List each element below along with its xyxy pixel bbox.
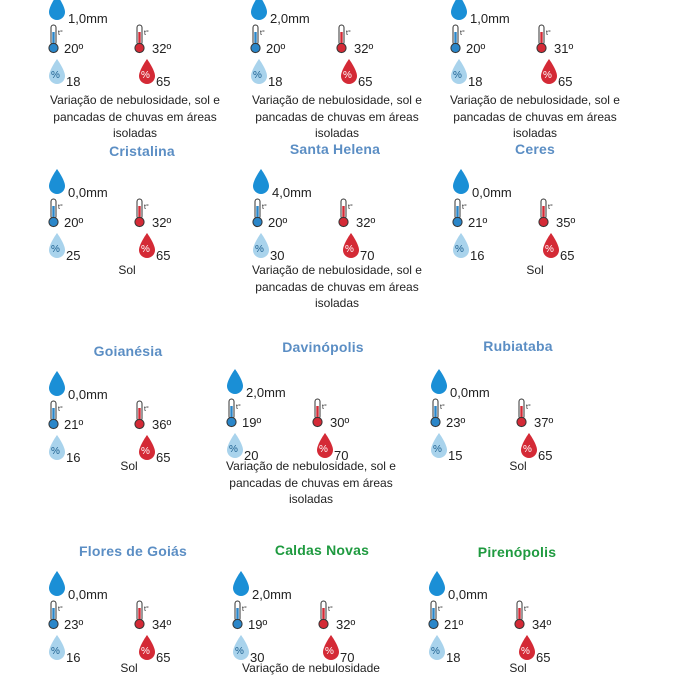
rain-amount: 1,0mm — [470, 11, 510, 26]
humidity-max: 65 — [358, 74, 373, 89]
svg-text:t°: t° — [328, 606, 333, 613]
svg-text:t°: t° — [348, 204, 353, 211]
svg-text:%: % — [141, 446, 150, 457]
humidity-max-icon — [136, 58, 158, 91]
temp-max: 32º — [152, 41, 172, 56]
weather-description: Sol — [118, 263, 136, 277]
svg-text:%: % — [345, 244, 354, 255]
city-name: Pirenópolis — [477, 544, 557, 560]
humidity-max: 65 — [560, 248, 575, 263]
rain-amount: 0,0mm — [68, 387, 108, 402]
weather-description: Sol — [509, 661, 527, 675]
rain-drop-icon — [428, 368, 450, 401]
humidity-min-icon — [450, 232, 472, 265]
svg-text:t°: t° — [524, 606, 529, 613]
humidity-max: 65 — [156, 650, 171, 665]
humidity-min: 15 — [448, 448, 463, 463]
svg-text:%: % — [141, 244, 150, 255]
thermometer-min-icon — [428, 600, 444, 635]
svg-text:t°: t° — [346, 30, 351, 37]
svg-text:%: % — [51, 446, 60, 457]
rain-drop-icon — [450, 168, 472, 201]
temp-min: 20º — [64, 215, 84, 230]
svg-text:%: % — [229, 444, 238, 455]
humidity-max-icon — [340, 232, 362, 265]
svg-text:%: % — [455, 244, 464, 255]
thermometer-min-icon — [450, 24, 466, 59]
thermometer-min-icon — [252, 198, 268, 233]
svg-text:t°: t° — [548, 204, 553, 211]
rain-amount: 0,0mm — [450, 385, 490, 400]
svg-text:%: % — [141, 646, 150, 657]
humidity-max: 65 — [156, 450, 171, 465]
rain-amount: 2,0mm — [246, 385, 286, 400]
humidity-min: 30 — [270, 248, 285, 263]
weather-description: Sol — [509, 459, 527, 473]
humidity-max: 70 — [334, 448, 349, 463]
svg-text:%: % — [453, 70, 462, 81]
svg-text:t°: t° — [526, 404, 531, 411]
thermometer-min-icon — [48, 24, 64, 59]
humidity-max-icon — [540, 232, 562, 265]
humidity-min-icon — [248, 58, 270, 91]
rain-drop-icon — [248, 0, 270, 27]
rain-drop-icon — [224, 368, 246, 401]
temp-max: 32º — [336, 617, 356, 632]
svg-text:t°: t° — [546, 30, 551, 37]
svg-text:%: % — [319, 444, 328, 455]
svg-text:%: % — [433, 444, 442, 455]
humidity-max: 70 — [360, 248, 375, 263]
svg-text:%: % — [235, 646, 244, 657]
rain-drop-icon — [426, 570, 448, 603]
svg-text:t°: t° — [58, 204, 63, 211]
thermometer-max-icon — [134, 600, 150, 635]
rain-amount: 0,0mm — [448, 587, 488, 602]
city-name: Cristalina — [109, 143, 175, 159]
humidity-max: 65 — [156, 248, 171, 263]
temp-min: 20º — [266, 41, 286, 56]
svg-text:t°: t° — [260, 30, 265, 37]
temp-min: 19º — [248, 617, 268, 632]
city-name: Davinópolis — [282, 339, 364, 355]
rain-amount: 0,0mm — [68, 587, 108, 602]
humidity-min: 18 — [66, 74, 81, 89]
svg-text:t°: t° — [144, 30, 149, 37]
thermometer-min-icon — [48, 198, 64, 233]
humidity-min: 18 — [268, 74, 283, 89]
svg-text:t°: t° — [58, 406, 63, 413]
temp-max: 31º — [554, 41, 574, 56]
rain-amount: 2,0mm — [252, 587, 292, 602]
rain-drop-icon — [46, 370, 68, 403]
humidity-max: 65 — [156, 74, 171, 89]
humidity-max: 65 — [536, 650, 551, 665]
thermometer-max-icon — [134, 24, 150, 59]
thermometer-max-icon — [134, 198, 150, 233]
rain-drop-icon — [448, 0, 470, 27]
city-name: Santa Helena — [289, 141, 381, 157]
humidity-min-icon — [250, 232, 272, 265]
svg-text:t°: t° — [262, 204, 267, 211]
rain-drop-icon — [46, 168, 68, 201]
temp-max: 35º — [556, 215, 576, 230]
rain-drop-icon — [46, 0, 68, 27]
thermometer-min-icon — [48, 400, 64, 435]
humidity-max: 65 — [558, 74, 573, 89]
temp-min: 19º — [242, 415, 262, 430]
svg-text:t°: t° — [460, 30, 465, 37]
temp-max: 30º — [330, 415, 350, 430]
humidity-min: 20 — [244, 448, 259, 463]
humidity-max-icon — [538, 58, 560, 91]
svg-text:%: % — [431, 646, 440, 657]
humidity-min: 18 — [446, 650, 461, 665]
humidity-min-icon — [46, 58, 68, 91]
thermometer-min-icon — [232, 600, 248, 635]
temp-min: 23º — [64, 617, 84, 632]
weather-description: Variação de nebulosidade, sol e pancadas de chuvas em áreas isoladas — [252, 93, 422, 140]
city-name: Rubiataba — [483, 338, 553, 354]
temp-max: 32º — [152, 215, 172, 230]
svg-text:t°: t° — [438, 606, 443, 613]
weather-description: Variação de nebulosidade — [242, 661, 380, 675]
temp-min: 23º — [446, 415, 466, 430]
rain-drop-icon — [250, 168, 272, 201]
svg-text:%: % — [253, 70, 262, 81]
svg-text:%: % — [523, 444, 532, 455]
humidity-min: 18 — [468, 74, 483, 89]
svg-text:%: % — [141, 70, 150, 81]
thermometer-min-icon — [430, 398, 446, 433]
weather-description: Sol — [120, 661, 138, 675]
thermometer-max-icon — [312, 398, 328, 433]
weather-description: Variação de nebulosidade, sol e pancadas de chuvas em áreas isoladas — [226, 459, 396, 506]
humidity-min-icon — [46, 232, 68, 265]
temp-max: 32º — [354, 41, 374, 56]
thermometer-max-icon — [338, 198, 354, 233]
humidity-min: 16 — [66, 450, 81, 465]
svg-text:t°: t° — [236, 404, 241, 411]
thermometer-max-icon — [514, 600, 530, 635]
city-name: Goianésia — [93, 343, 163, 359]
temp-max: 32º — [356, 215, 376, 230]
rain-drop-icon — [46, 570, 68, 603]
temp-min: 20º — [268, 215, 288, 230]
weather-description: Sol — [120, 459, 138, 473]
humidity-min-icon — [448, 58, 470, 91]
humidity-min: 16 — [470, 248, 485, 263]
svg-text:t°: t° — [144, 606, 149, 613]
city-name: Caldas Novas — [274, 542, 370, 558]
weather-description: Variação de nebulosidade, sol e pancadas de chuvas em áreas isoladas — [450, 93, 620, 140]
svg-text:t°: t° — [144, 204, 149, 211]
humidity-min: 16 — [66, 650, 81, 665]
temp-min: 20º — [64, 41, 84, 56]
temp-min: 21º — [468, 215, 488, 230]
svg-text:t°: t° — [58, 606, 63, 613]
temp-max: 37º — [534, 415, 554, 430]
weather-description: Variação de nebulosidade, sol e pancadas de chuvas em áreas isoladas — [252, 263, 422, 310]
temp-max: 36º — [152, 417, 172, 432]
thermometer-min-icon — [250, 24, 266, 59]
svg-text:%: % — [255, 244, 264, 255]
humidity-min: 30 — [250, 650, 265, 665]
rain-amount: 4,0mm — [272, 185, 312, 200]
humidity-max: 65 — [538, 448, 553, 463]
svg-text:%: % — [343, 70, 352, 81]
rain-amount: 2,0mm — [270, 11, 310, 26]
city-name: Flores de Goiás — [78, 543, 188, 559]
thermometer-min-icon — [48, 600, 64, 635]
thermometer-max-icon — [538, 198, 554, 233]
rain-drop-icon — [230, 570, 252, 603]
svg-text:%: % — [51, 244, 60, 255]
svg-text:t°: t° — [144, 406, 149, 413]
temp-min: 21º — [444, 617, 464, 632]
svg-text:%: % — [325, 646, 334, 657]
city-name: Ceres — [515, 141, 555, 157]
svg-text:t°: t° — [242, 606, 247, 613]
humidity-max-icon — [136, 232, 158, 265]
temp-min: 21º — [64, 417, 84, 432]
svg-text:%: % — [543, 70, 552, 81]
thermometer-min-icon — [226, 398, 242, 433]
rain-amount: 0,0mm — [472, 185, 512, 200]
temp-max: 34º — [532, 617, 552, 632]
weather-description: Variação de nebulosidade, sol e pancadas de chuvas em áreas isoladas — [50, 93, 220, 140]
svg-text:t°: t° — [322, 404, 327, 411]
svg-text:t°: t° — [462, 204, 467, 211]
humidity-max: 70 — [340, 650, 355, 665]
rain-amount: 0,0mm — [68, 185, 108, 200]
thermometer-max-icon — [336, 24, 352, 59]
thermometer-max-icon — [536, 24, 552, 59]
svg-text:t°: t° — [440, 404, 445, 411]
thermometer-min-icon — [452, 198, 468, 233]
svg-text:%: % — [51, 70, 60, 81]
thermometer-max-icon — [134, 400, 150, 435]
thermometer-max-icon — [516, 398, 532, 433]
temp-min: 20º — [466, 41, 486, 56]
temp-max: 34º — [152, 617, 172, 632]
rain-amount: 1,0mm — [68, 11, 108, 26]
humidity-max-icon — [338, 58, 360, 91]
humidity-min: 25 — [66, 248, 81, 263]
thermometer-max-icon — [318, 600, 334, 635]
svg-text:%: % — [521, 646, 530, 657]
weather-description: Sol — [526, 263, 544, 277]
svg-text:t°: t° — [58, 30, 63, 37]
svg-text:%: % — [545, 244, 554, 255]
svg-text:%: % — [51, 646, 60, 657]
